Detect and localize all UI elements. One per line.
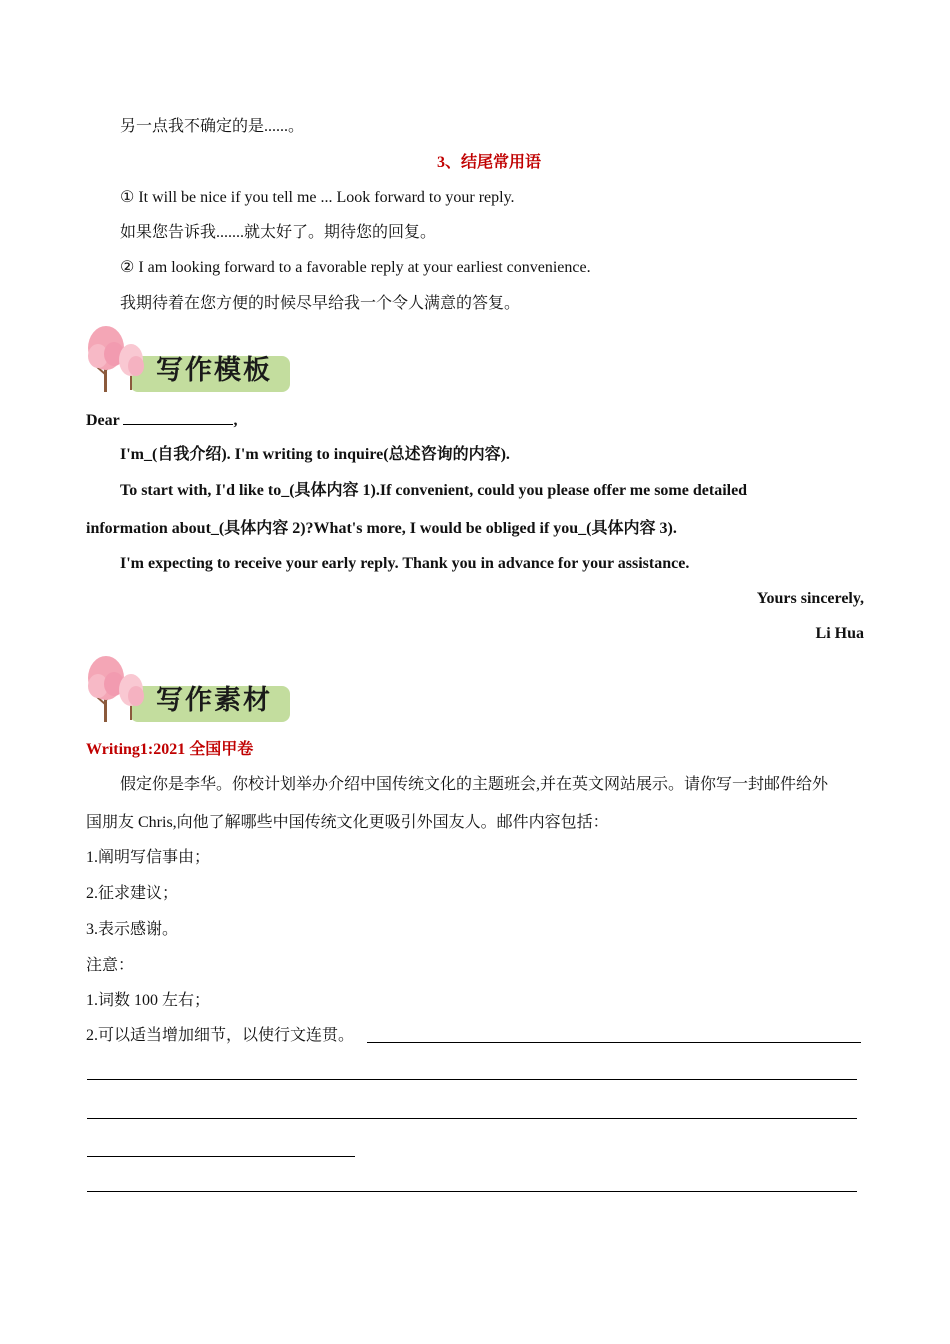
answer-line	[367, 1042, 861, 1043]
template-para-3: I'm expecting to receive your early reply. Thank you in advance for your assistance.	[120, 555, 690, 572]
writing1-point-3: 3.表示感谢。	[86, 921, 179, 938]
tree-icon	[84, 652, 164, 726]
writing1-prompt-line-1: 假定你是李华。你校计划举办介绍中国传统文化的主题班会,并在英文网站展示。请你写一封邮件给外	[120, 776, 829, 793]
salutation-blank	[123, 410, 233, 425]
answer-line	[87, 1156, 355, 1157]
closing-item-2-zh: 我期待着在您方便的时候尽早给我一个令人满意的答复。	[120, 295, 521, 312]
template-closing: Yours sincerely,	[756, 590, 864, 607]
intro-line: 另一点我不确定的是......。	[120, 118, 305, 135]
template-banner	[84, 322, 294, 396]
writing1-note-2: 2.可以适当增加细节，以使行文连贯。	[86, 1027, 355, 1044]
template-signature: Li Hua	[815, 625, 864, 642]
writing1-note-1: 1.词数 100 左右；	[86, 992, 211, 1009]
writing1-prompt-line-2: 国朋友 Chris,向他了解哪些中国传统文化更吸引外国友人。邮件内容包括：	[86, 814, 609, 831]
tree-icon	[84, 322, 164, 396]
salutation-suffix: ,	[233, 412, 238, 429]
material-banner	[84, 652, 294, 726]
template-para-2-line-2: information about_(具体内容 2)?What's more, I would be obliged if you_(具体内容 3).	[86, 520, 677, 537]
material-banner-title: 写作素材	[156, 685, 272, 716]
template-banner-title: 写作模板	[156, 355, 272, 386]
answer-line	[87, 1191, 857, 1192]
writing1-point-1: 1.阐明写信事由；	[86, 849, 211, 866]
answer-line	[87, 1118, 857, 1119]
closing-item-2-en: ② I am looking forward to a favorable reply at your earliest convenience.	[120, 259, 591, 276]
answer-line	[87, 1079, 857, 1080]
template-para-1: I'm_(自我介绍). I'm writing to inquire(总述咨询的内容).	[120, 446, 510, 463]
writing1-heading: Writing1:2021 全国甲卷	[86, 741, 254, 758]
writing1-note-label: 注意：	[86, 957, 135, 974]
closing-item-1-en: ① It will be nice if you tell me ... Look forward to your reply.	[120, 189, 515, 206]
template-para-2-line-1: To start with, I'd like to_(具体内容 1).If convenient, could you please offer me some detailed	[120, 482, 748, 499]
salutation-prefix: Dear	[86, 412, 120, 429]
salutation	[86, 410, 237, 431]
closing-item-1-zh: 如果您告诉我.......就太好了。期待您的回复。	[120, 224, 437, 241]
closing-section-heading: 3、结尾常用语	[437, 154, 542, 171]
writing1-point-2: 2.征求建议；	[86, 885, 179, 902]
